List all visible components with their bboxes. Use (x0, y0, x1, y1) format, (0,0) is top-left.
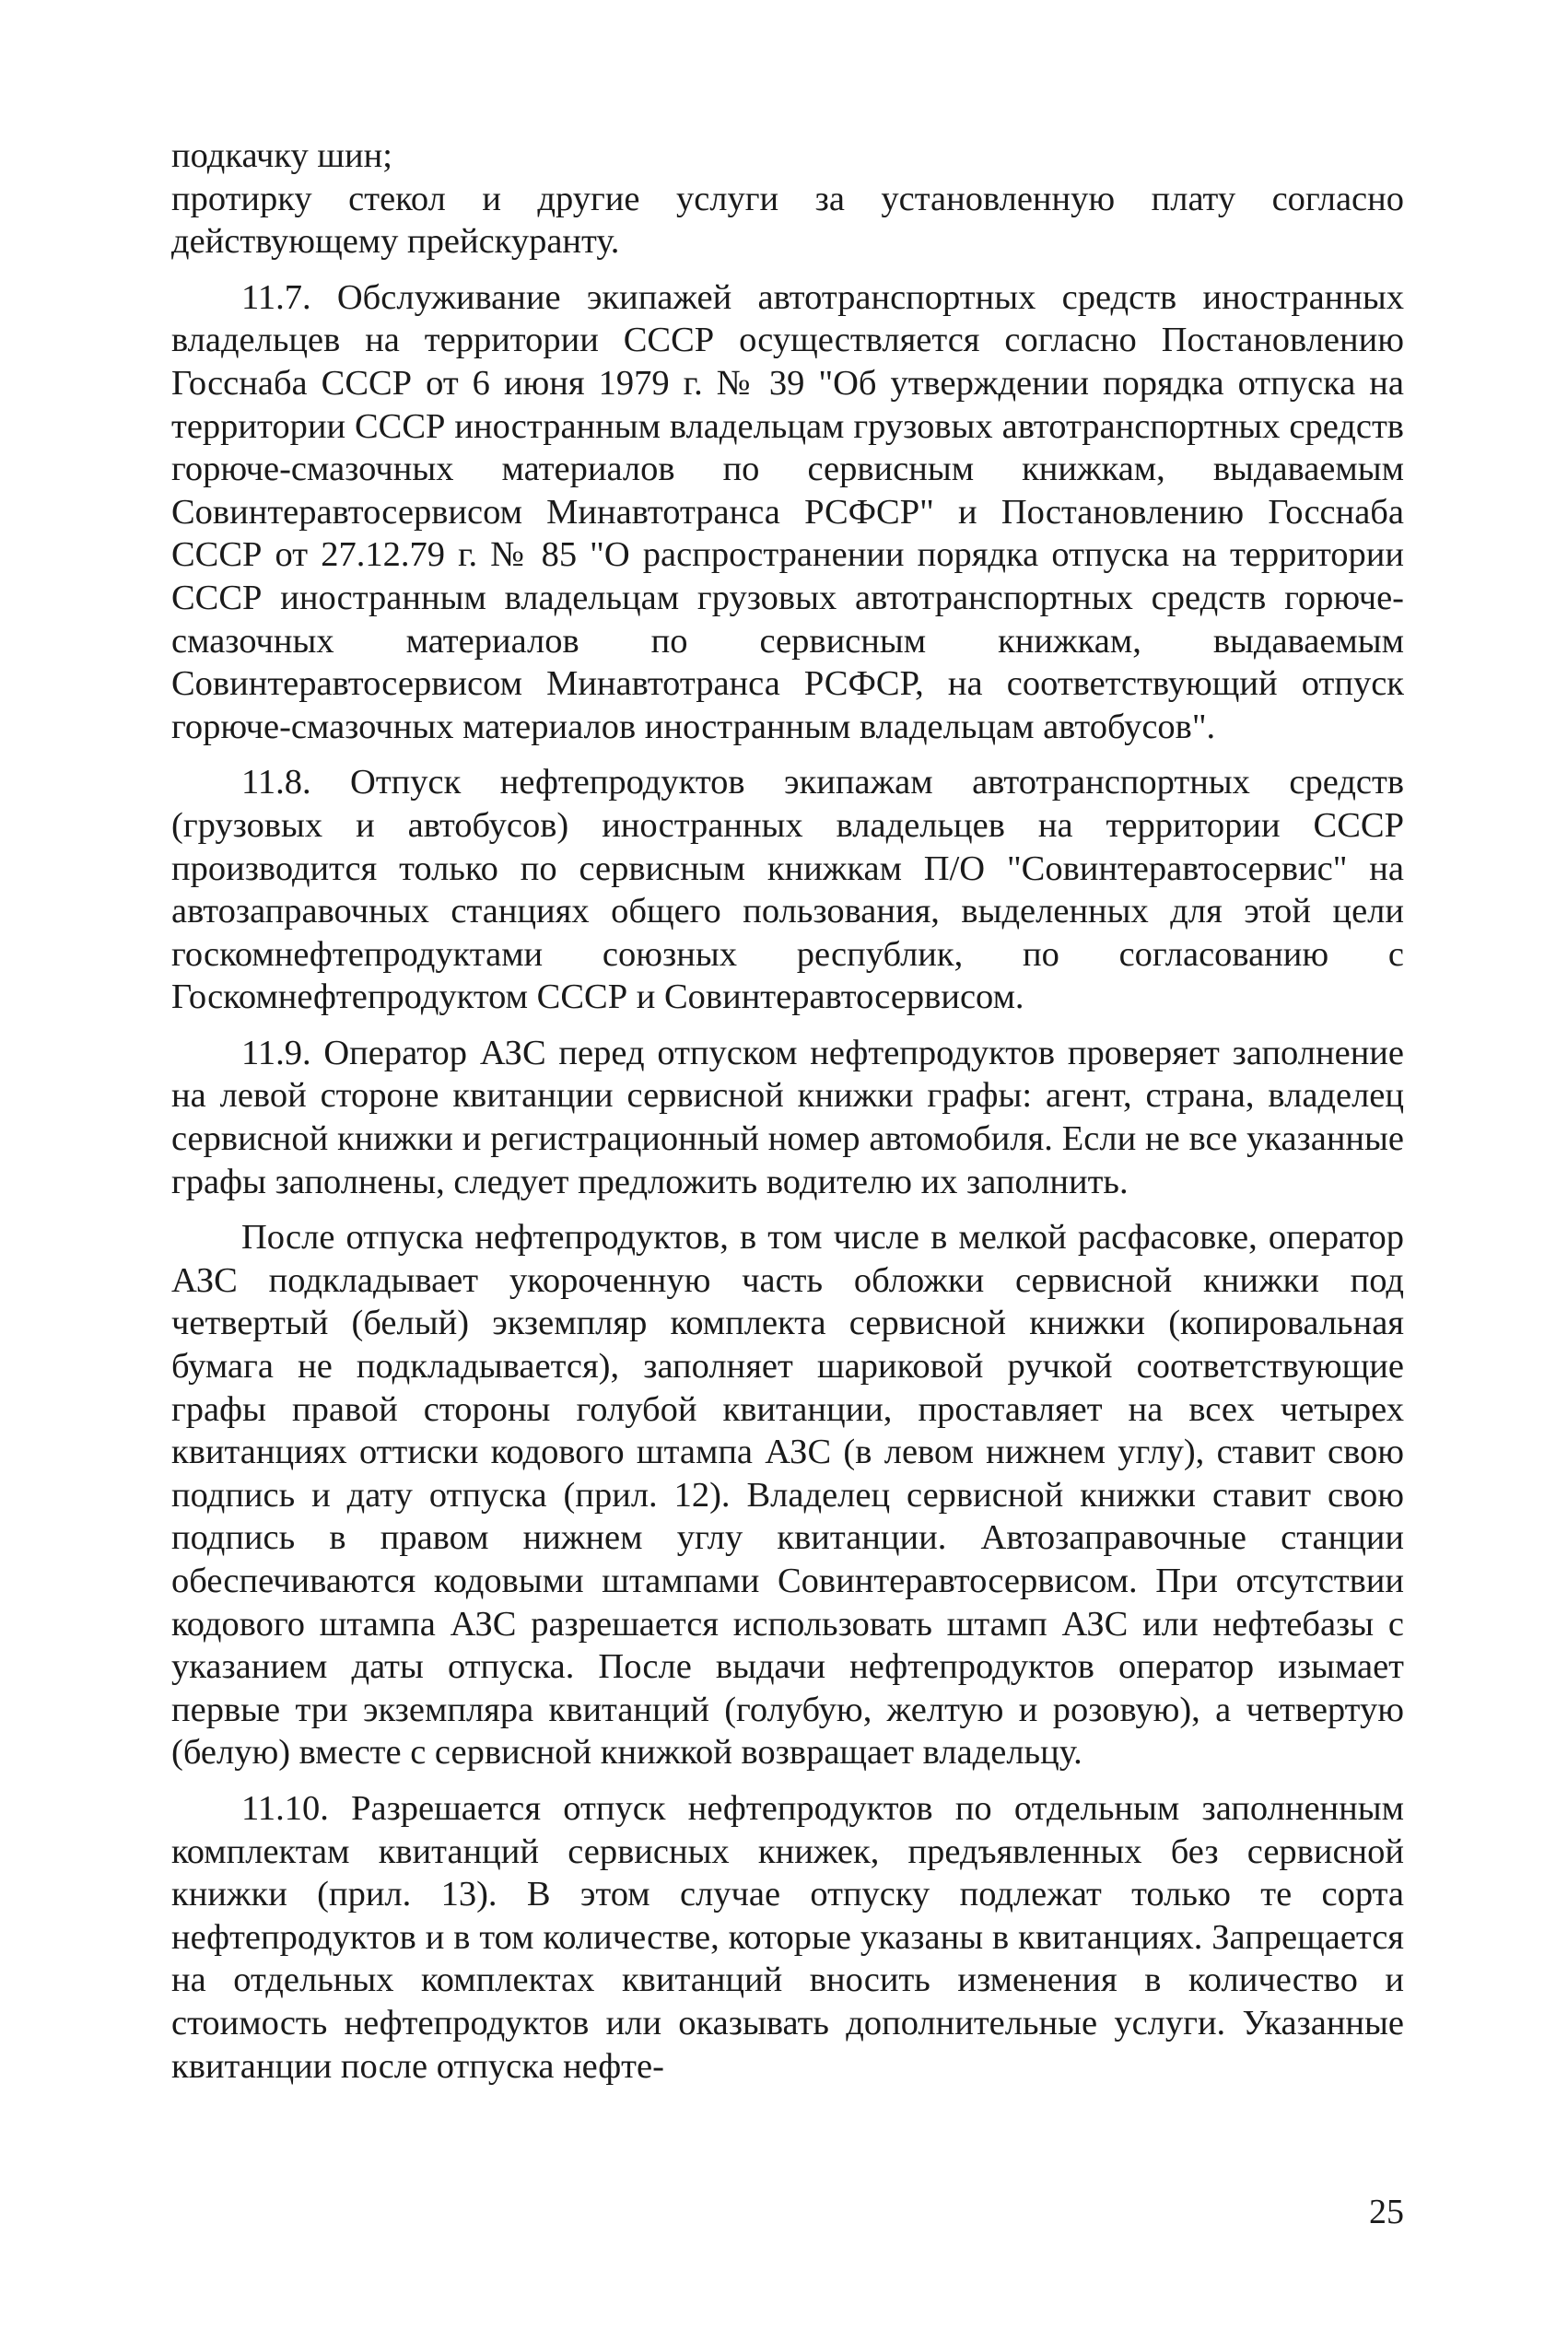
paragraph-11-7: 11.7. Обслуживание экипажей автотранспортных средств иностранных владельцев на территории СССР осуществляется согласно Постановлению Госснаба СССР от 6 июня 1979 г. № 39 "Об утверждении порядка отпуска на территории СССР иностранным владельцам грузовых автотранспортных средств горюче-смазочных материалов по сервисным книжкам, выдаваемым Совинтеравтосервисом Минавтотранса РСФСР" и Постановлению Госснаба СССР от 27.12.79 г. № 85 "О распространении порядка отпуска на территории СССР иностранным владельцам грузовых автотранспортных средств горюче-смазочных материалов по сервисным книжкам, выдаваемым Совинтеравтосервисом Минавтотранса РСФСР, на соответствующий отпуск горюче-смазочных материалов иностранным владельцам автобусов". (171, 277, 1404, 746)
paragraph-after-dispensing: После отпуска нефтепродуктов, в том числе в мелкой расфасовке, оператор АЗС подкладывает укороченную часть обложки сервисной книжки под четвертый (белый) экземпляр комплекта сервисной книжки (копировальная бумага не подкладывается), заполняет шариковой ручкой соответствующие графы правой стороны голубой квитанции, проставляет на всех четырех квитанциях оттиски кодового штампа АЗС (в левом нижнем углу), ставит свою подпись и дату отпуска (прил. 12). Владелец сервисной книжки ставит свою подпись в правом нижнем углу квитанции. Автозаправочные станции обеспечиваются кодовыми штампами Совинтеравтосервисом. При отсутствии кодового штампа АЗС разрешается использовать штамп АЗС или нефтебазы с указанием даты отпуска. После выдачи нефтепродуктов оператор изымает первые три экземпляра квитанций (голубую, желтую и розовую), а четвертую (белую) вместе с сервисной книжкой возвращает владельцу. (171, 1218, 1404, 1773)
text-line-tire-inflation: подкачку шин; (171, 136, 392, 175)
page-number: 25 (1369, 2193, 1404, 2231)
document-page (171, 135, 1404, 2088)
paragraph-11-10: 11.10. Разрешается отпуск нефтепродуктов по отдельным заполненным комплектам квитанций сервисных книжек, предъявленных без сервисной книжки (прил. 13). В этом случае отпуску подлежат только те сорта нефтепродуктов и в том количестве, которые указаны в квитанциях. Запрещается на отдельных комплектах квитанций вносить изменения в количество и стоимость нефтепродуктов или оказывать дополнительные услуги. Указанные квитанции после отпуска нефте- (171, 1788, 1404, 2086)
text-line-glass-wiping: протирку стекол и другие услуги за установленную плату согласно действующему прейскуранту. (171, 179, 1404, 262)
paragraph-11-8: 11.8. Отпуск нефтепродуктов экипажам автотранспортных средств (грузовых и автобусов) иностранных владельцев на территории СССР производится только по сервисным книжкам П/О "Совинтеравтосервис" на автозаправочных станциях общего пользования, выделенных для этой цели госкомнефтепродуктами союзных республик, по согласованию с Госкомнефтепродуктом СССР и Совинтеравтосервисом. (171, 763, 1404, 1017)
paragraph-11-9: 11.9. Оператор АЗС перед отпуском нефтепродуктов проверяет заполнение на левой стороне квитанции сервисной книжки графы: агент, страна, владелец сервисной книжки и регистрационный номер автомобиля. Если не все указанные графы заполнены, следует предложить водителю их заполнить. (171, 1033, 1404, 1201)
